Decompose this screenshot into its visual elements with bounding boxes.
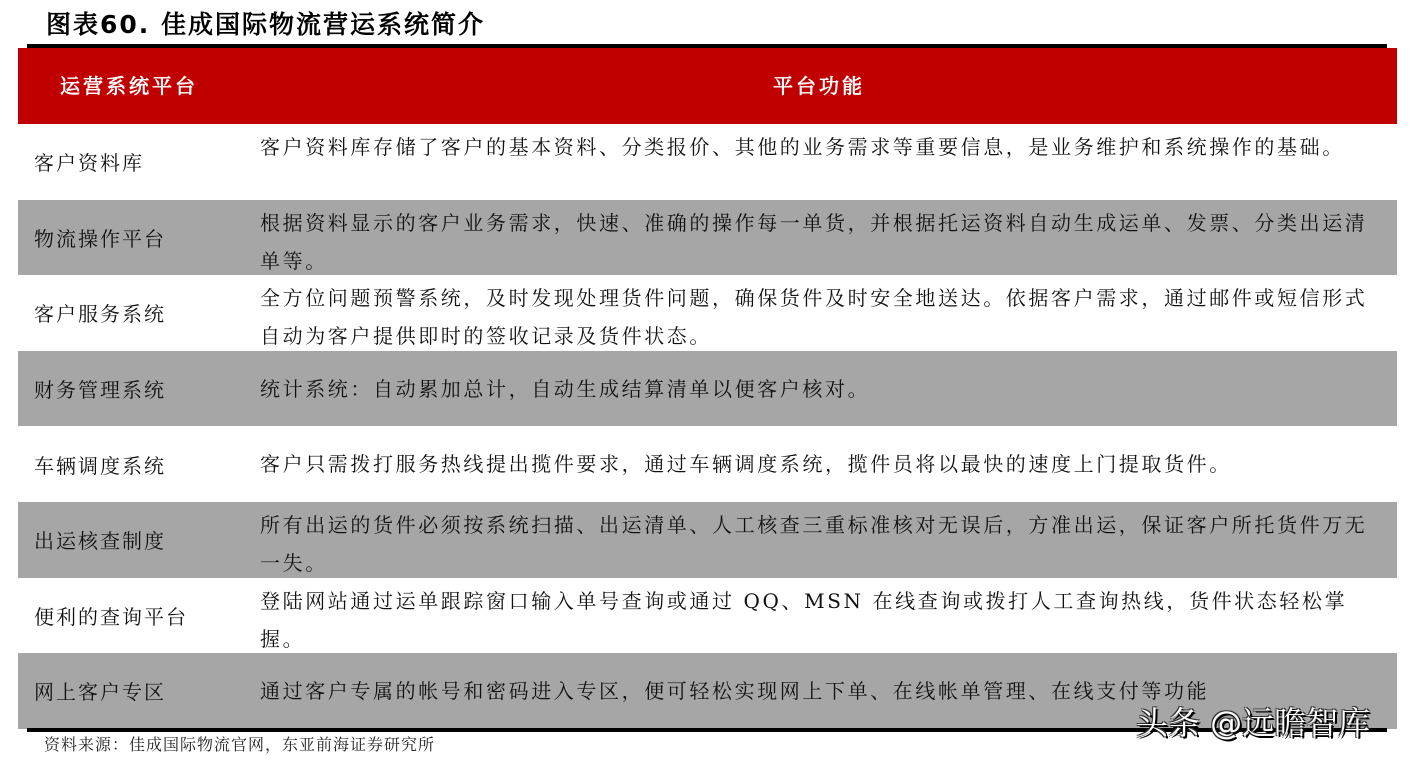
row-function-text: 通过客户专属的帐号和密码进入专区，便可轻松实现网上下单、在线帐单管理、在线支付等功能	[260, 678, 1210, 703]
row-system-name: 车辆调度系统	[34, 453, 166, 478]
row-system-name: 便利的查询平台	[34, 604, 188, 629]
row-function-text: 根据资料显示的客户业务需求，快速、准确的操作每一单货，并根据托运资料自动生成运单、发票、分类出运清单等。	[260, 210, 1368, 273]
table-row	[18, 502, 1397, 578]
row-system-name: 财务管理系统	[34, 378, 166, 403]
row-function-text: 客户资料库存储了客户的基本资料、分类报价、其他的业务需求等重要信息，是业务维护和系统操作的基础。	[260, 135, 1345, 159]
header-platform-function: 平台功能	[773, 74, 865, 98]
source-note: 资料来源：佳成国际物流官网，东亚前海证券研究所	[44, 735, 436, 754]
table-header-row	[18, 48, 1397, 124]
row-system-name: 物流操作平台	[34, 226, 166, 251]
row-system-name: 客户服务系统	[34, 302, 166, 327]
row-function-text: 全方位问题预警系统，及时发现处理货件问题，确保货件及时安全地送达。依据客户需求，通过邮件或短信形式自动为客户提供即时的签收记录及货件状态。	[260, 286, 1368, 349]
figure-title: 图表60. 佳成国际物流营运系统简介	[46, 10, 485, 39]
table-row	[18, 124, 1397, 200]
watermark: 头条 @远瞻智库	[1136, 704, 1371, 742]
table-row	[18, 426, 1397, 502]
row-function-text: 所有出运的货件必须按系统扫描、出运清单、人工核查三重标准核对无误后，方准出运，保证客户所托货件万无一失。	[260, 512, 1368, 575]
table-row	[18, 275, 1397, 351]
row-function-text: 登陆网站通过运单跟踪窗口输入单号查询或通过 QQ、MSN 在线查询或拨打人工查询热线，货件状态轻松掌握。	[260, 588, 1348, 651]
operations-system-table	[18, 48, 1397, 729]
row-system-name: 客户资料库	[34, 151, 144, 176]
row-function-text: 客户只需拨打服务热线提出揽件要求，通过车辆调度系统，揽件员将以最快的速度上门提取货件。	[260, 452, 1232, 477]
header-system-platform: 运营系统平台	[60, 74, 198, 98]
row-system-name: 出运核查制度	[34, 529, 166, 554]
row-function-text: 统计系统：自动累加总计，自动生成结算清单以便客户核对。	[260, 376, 871, 401]
table-row	[18, 200, 1397, 276]
table-row	[18, 351, 1397, 427]
table-row	[18, 578, 1397, 654]
row-system-name: 网上客户专区	[34, 680, 166, 705]
